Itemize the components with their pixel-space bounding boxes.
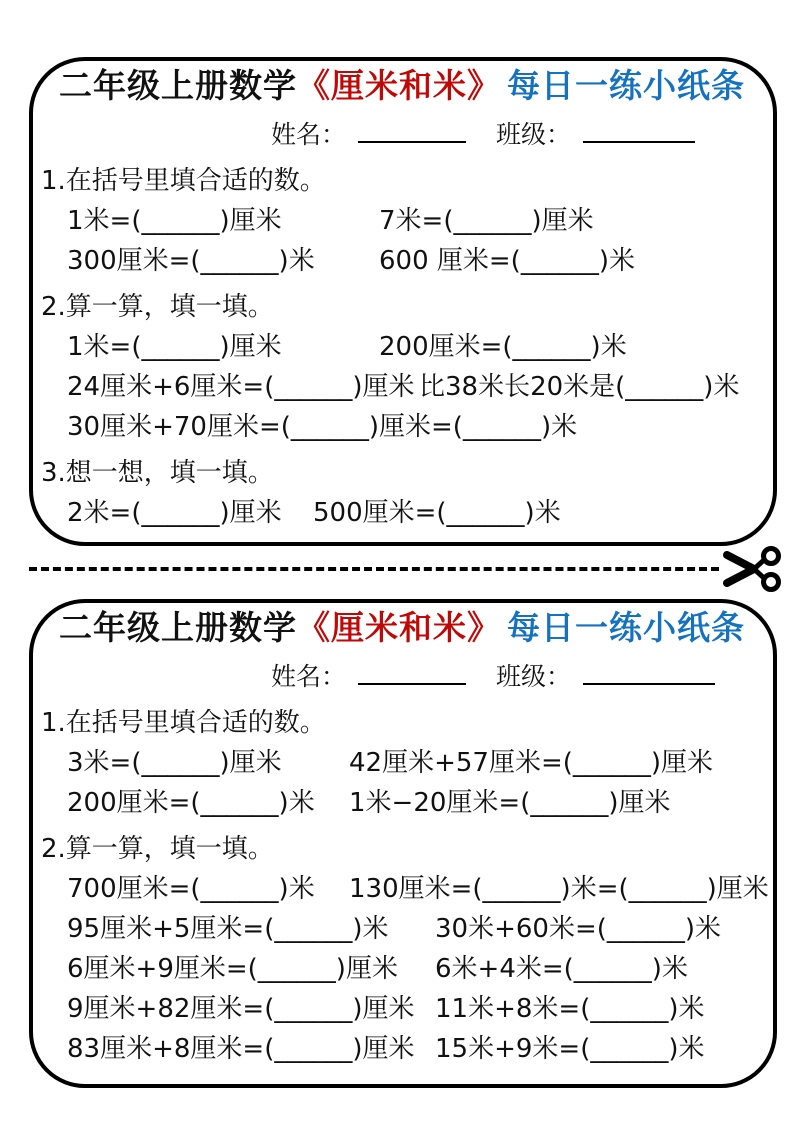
exercise-row (41, 909, 763, 949)
exercise-item: 比38米长20米是(______)米 (419, 372, 740, 402)
exercise-row (41, 327, 763, 367)
exercise-item: 130厘米=(______)米=(______)厘米 (349, 874, 769, 904)
exercise-item: 7米=(______)厘米 (379, 206, 594, 236)
exercise-item: 500厘米=(______)米 (313, 498, 561, 528)
exercise-row (41, 407, 763, 447)
section-think-fill (41, 453, 763, 533)
scissors-icon (721, 546, 785, 592)
cut-line (29, 552, 785, 586)
practice-slip-bottom (29, 599, 777, 1088)
title-topic: 《厘米和米》 (297, 608, 501, 647)
exercise-item: 30米+60米=(______)米 (435, 914, 722, 944)
name-class-row (41, 115, 763, 155)
section-calculate-fill (41, 287, 763, 447)
title-series: 每日一练小纸条 (507, 608, 745, 647)
section-header: 2.算一算，填一填。 (41, 292, 274, 322)
exercise-item: 6米+4米=(______)米 (435, 954, 688, 984)
exercise-row (41, 201, 763, 241)
exercise-item: 700厘米=(______)米 (67, 874, 315, 904)
title-series: 每日一练小纸条 (507, 66, 745, 105)
name-class-row (41, 657, 763, 697)
section-header: 3.想一想，填一填。 (41, 458, 274, 488)
section-fill-numbers (41, 161, 763, 281)
exercise-item: 30厘米+70厘米=(______)厘米=(______)米 (67, 412, 578, 442)
name-blank-line (358, 119, 466, 143)
class-label: 班级： (496, 662, 572, 691)
title-topic: 《厘米和米》 (297, 66, 501, 105)
exercise-item: 83厘米+8厘米=(______)厘米 (67, 1034, 415, 1064)
name-label: 姓名： (271, 662, 347, 691)
exercise-item: 200厘米=(______)米 (379, 332, 627, 362)
exercise-item: 95厘米+5厘米=(______)米 (67, 914, 389, 944)
exercise-item: 42厘米+57厘米=(______)厘米 (349, 748, 714, 778)
class-blank-line (583, 661, 715, 685)
exercise-row (41, 869, 769, 909)
exercise-row (41, 493, 763, 533)
exercise-row (41, 743, 763, 783)
exercise-item: 24厘米+6厘米=(______)厘米 (67, 372, 415, 402)
title-course: 二年级上册数学 (59, 608, 297, 647)
exercise-row (41, 949, 763, 989)
title-course: 二年级上册数学 (59, 66, 297, 105)
exercise-row (41, 989, 763, 1029)
exercise-item: 3米=(______)厘米 (67, 748, 282, 778)
exercise-item: 9厘米+82厘米=(______)厘米 (67, 994, 415, 1024)
exercise-row (41, 367, 763, 407)
exercise-item: 1米=(______)厘米 (67, 332, 282, 362)
class-label: 班级： (496, 120, 572, 149)
dashed-cut-line (29, 567, 719, 571)
exercise-item: 300厘米=(______)米 (67, 246, 315, 276)
section-fill-numbers (41, 703, 763, 823)
section-header: 1.在括号里填合适的数。 (41, 166, 326, 196)
name-blank-line (358, 661, 466, 685)
exercise-row (41, 1029, 763, 1069)
practice-slip-top (29, 57, 777, 546)
exercise-item: 1米−20厘米=(______)厘米 (349, 788, 671, 818)
exercise-item: 11米+8米=(______)米 (435, 994, 705, 1024)
class-blank-line (583, 119, 695, 143)
exercise-item: 600 厘米=(______)米 (379, 246, 635, 276)
exercise-row (41, 783, 763, 823)
exercise-row (41, 241, 763, 281)
section-header: 2.算一算，填一填。 (41, 834, 274, 864)
worksheet-title (41, 607, 763, 649)
exercise-item: 6厘米+9厘米=(______)厘米 (67, 954, 398, 984)
section-header: 1.在括号里填合适的数。 (41, 708, 326, 738)
exercise-item: 1米=(______)厘米 (67, 206, 282, 236)
exercise-item: 2米=(______)厘米 (67, 498, 282, 528)
exercise-item: 200厘米=(______)米 (67, 788, 315, 818)
exercise-item: 15米+9米=(______)米 (435, 1034, 705, 1064)
worksheet-title (41, 65, 763, 107)
section-calculate-fill (41, 829, 769, 1069)
name-label: 姓名： (271, 120, 347, 149)
